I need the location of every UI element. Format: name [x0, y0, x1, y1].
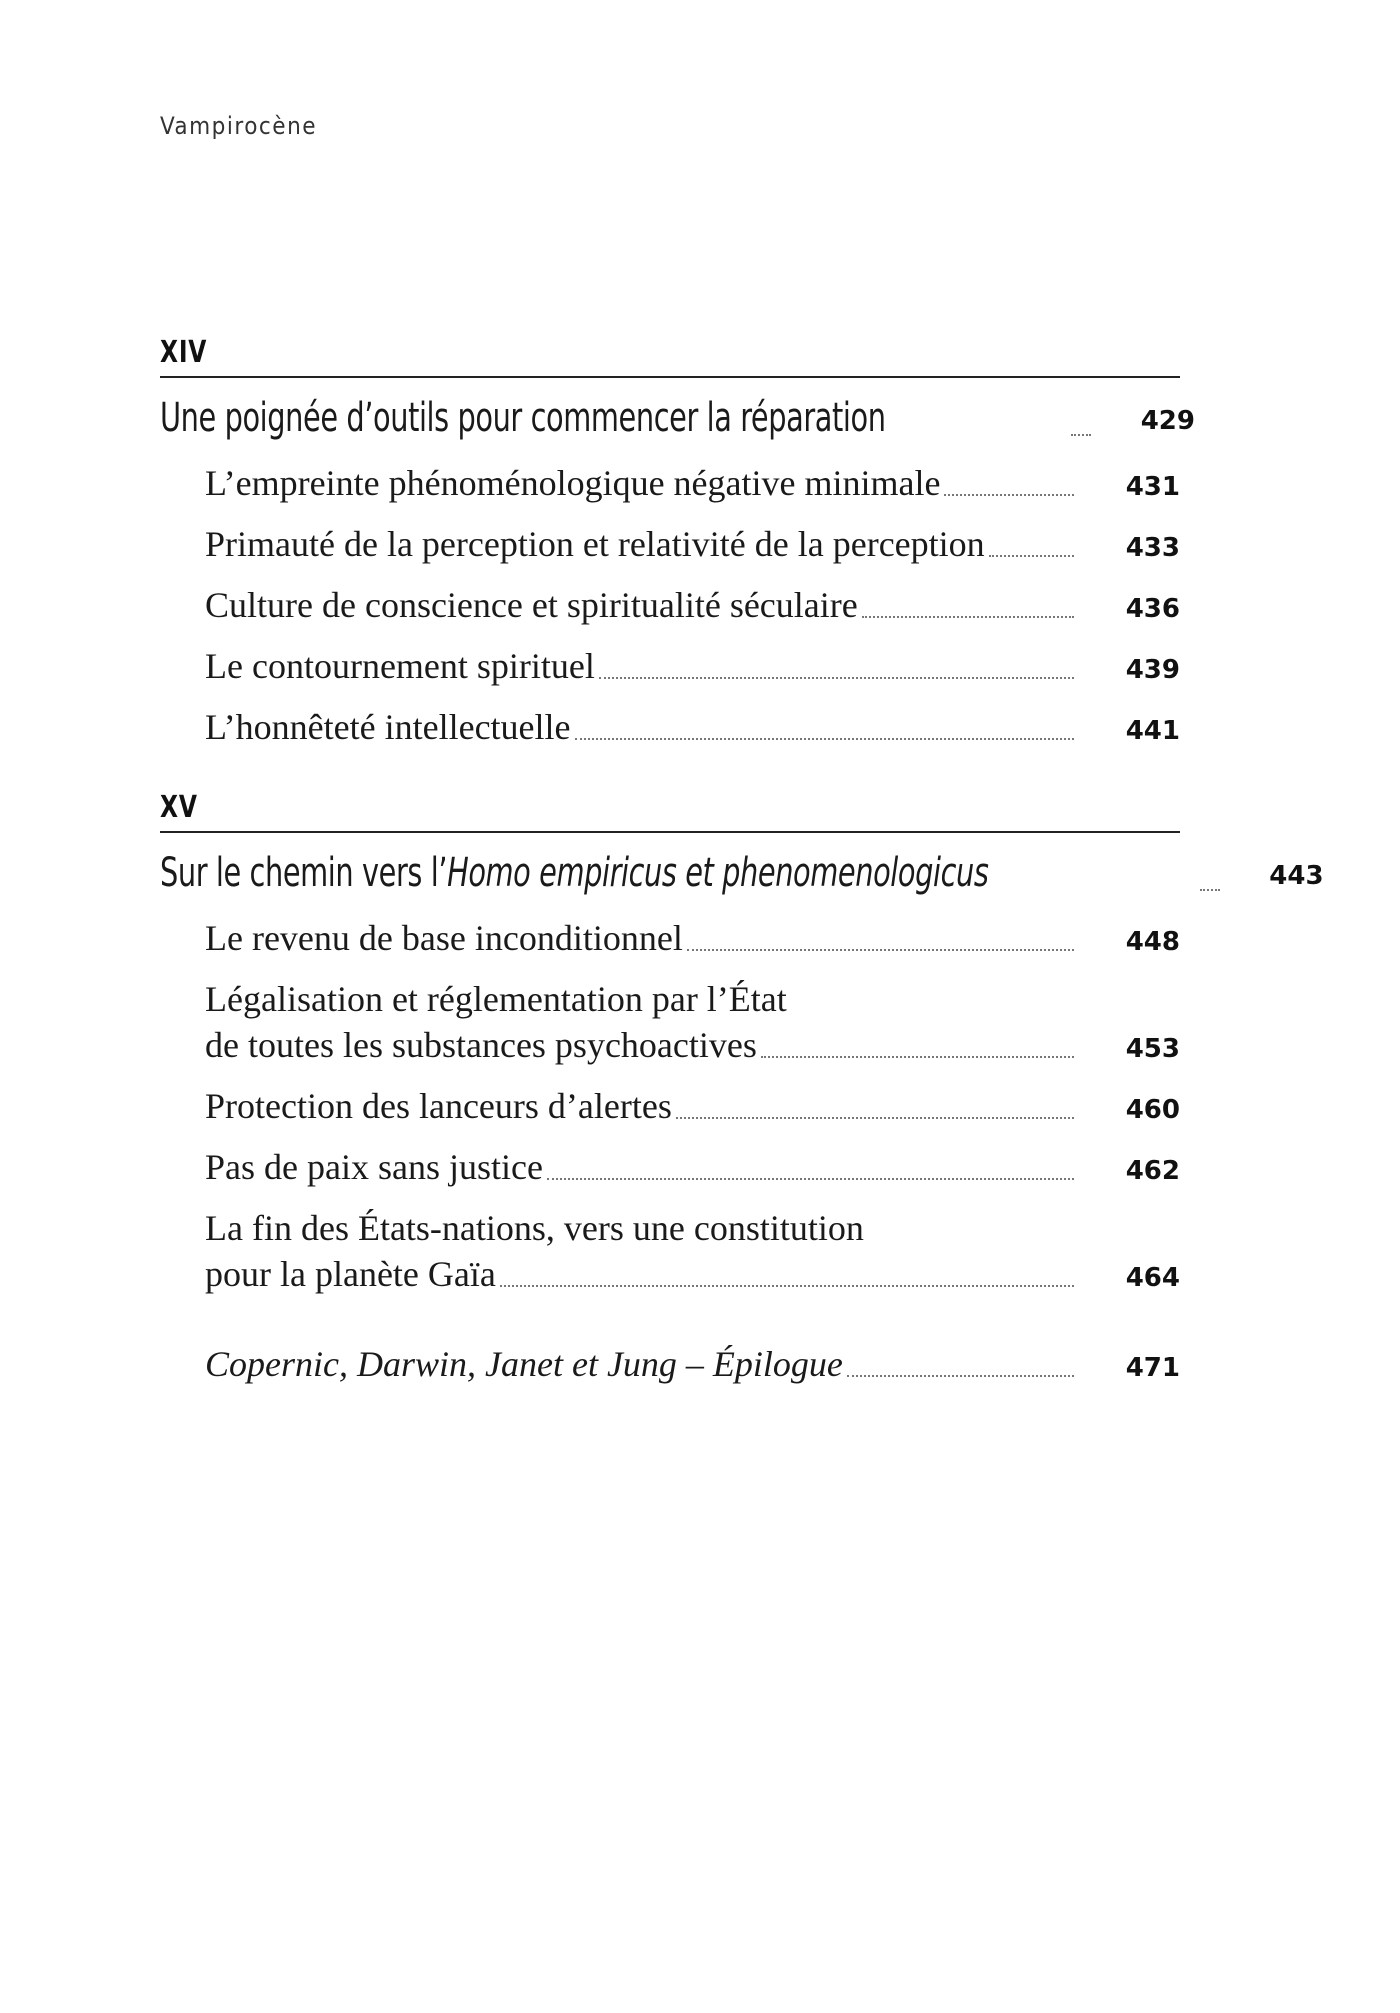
toc-entry[interactable]: [160, 643, 1180, 689]
section-title: Culture de conscience et spiritualité séculaire: [205, 585, 858, 625]
section-title-line2-row: [160, 1251, 1180, 1297]
epilogue-title: Copernic, Darwin, Janet et Jung – Épilogue: [205, 1344, 843, 1384]
section-list: [160, 460, 1180, 750]
chapter-xiv: [160, 335, 1195, 750]
toc-entry[interactable]: [160, 1144, 1180, 1190]
dot-leader: [862, 616, 1074, 618]
chapter-title-entry[interactable]: [160, 390, 1195, 446]
chapter-title-prefix: Sur le chemin vers l’: [160, 850, 448, 896]
toc-entry[interactable]: [160, 460, 1180, 506]
page-number: 436: [1125, 594, 1180, 624]
dot-leader: [547, 1178, 1074, 1180]
section-title: Primauté de la perception et relativité de la perception: [205, 524, 985, 564]
page-number: 441: [1125, 716, 1180, 746]
section-list: [160, 915, 1180, 1297]
dot-leader: [687, 949, 1074, 951]
page-number: 460: [1125, 1095, 1180, 1125]
dot-leader: [1200, 889, 1220, 891]
dot-leader: [575, 738, 1074, 740]
section-title: Pas de paix sans justice: [205, 1147, 543, 1187]
dot-leader: [676, 1117, 1074, 1119]
section-title: L’honnêteté intellectuelle: [205, 707, 571, 747]
chapter-number: XV: [160, 790, 198, 825]
dot-leader: [847, 1375, 1074, 1377]
section-title-line1: Légalisation et réglementation par l’État: [205, 979, 787, 1019]
toc-entry-multiline[interactable]: [160, 1205, 1180, 1297]
chapter-rule: [160, 376, 1180, 378]
toc-entry[interactable]: [160, 521, 1180, 567]
section-title: L’empreinte phénoménologique négative minimale: [205, 463, 941, 503]
chapter-xv: [160, 790, 1324, 1297]
chapter-number: XIV: [160, 335, 208, 370]
chapter-title: [160, 845, 1196, 901]
toc-entry[interactable]: [160, 915, 1180, 961]
page-number: 439: [1125, 655, 1180, 685]
table-of-contents: [160, 335, 1324, 1387]
section-title-line2: pour la planète Gaïa: [205, 1254, 496, 1294]
page-number: 448: [1125, 927, 1180, 957]
section-title-line1: La fin des États-nations, vers une constitution: [205, 1208, 864, 1248]
page-number: 464: [1125, 1263, 1180, 1293]
page-number: 433: [1125, 533, 1180, 563]
toc-entry[interactable]: [160, 704, 1180, 750]
toc-entry[interactable]: [160, 1083, 1180, 1129]
chapter-title-entry[interactable]: [160, 845, 1324, 901]
dot-leader: [1071, 434, 1091, 436]
page-number: 429: [1140, 406, 1195, 436]
dot-leader: [989, 555, 1074, 557]
section-title: Le contournement spirituel: [205, 646, 595, 686]
page-number: 453: [1125, 1034, 1180, 1064]
section-title-line2: de toutes les substances psychoactives: [205, 1025, 757, 1065]
spacer: [160, 765, 1180, 791]
toc-entry-multiline[interactable]: [160, 976, 1180, 1068]
section-title: Protection des lanceurs d’alertes: [205, 1086, 672, 1126]
toc-entry[interactable]: [160, 582, 1180, 628]
chapter-title-italic: Homo empiricus et phenomenologicus: [447, 850, 989, 896]
dot-leader: [500, 1285, 1074, 1287]
section-title-line2-row: [160, 1022, 1180, 1068]
dot-leader: [599, 677, 1074, 679]
page-number: 431: [1125, 472, 1180, 502]
dot-leader: [944, 494, 1074, 496]
running-head: Vampirocène: [160, 112, 318, 140]
dot-leader: [761, 1056, 1074, 1058]
page-number: 462: [1125, 1156, 1180, 1186]
page-number: 443: [1269, 861, 1324, 891]
chapter-title: Une poignée d’outils pour commencer la réparation: [160, 395, 886, 441]
section-title: Le revenu de base inconditionnel: [205, 918, 683, 958]
page-number: 471: [1125, 1353, 1180, 1383]
chapter-rule: [160, 831, 1180, 833]
epilogue-entry[interactable]: [160, 1341, 1180, 1387]
